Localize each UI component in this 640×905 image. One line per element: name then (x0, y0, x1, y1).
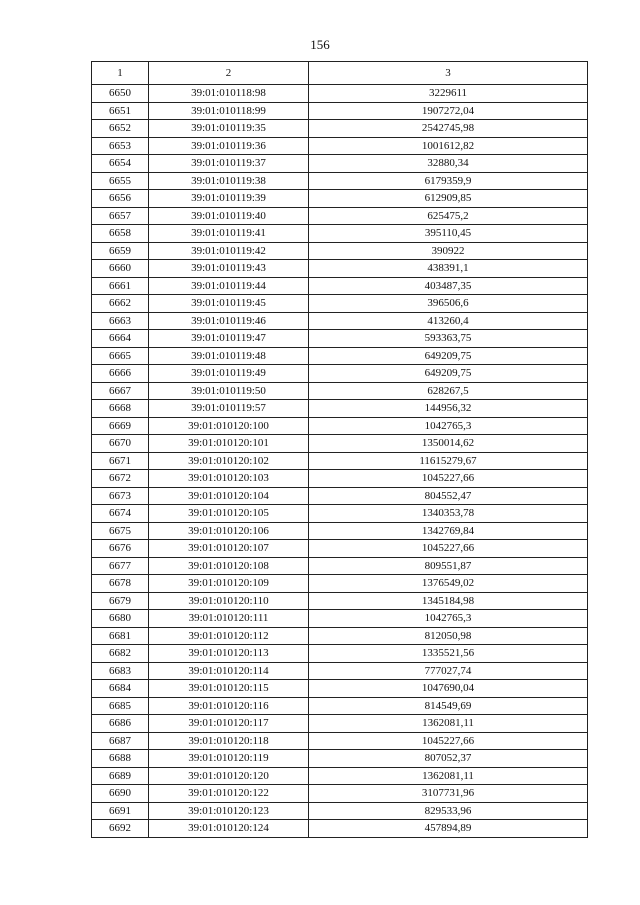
row-number-cell: 6679 (92, 592, 149, 610)
value-cell: 1335521,56 (309, 645, 588, 663)
table-row (92, 417, 588, 435)
table-row (92, 802, 588, 820)
table-row (92, 592, 588, 610)
table-row (92, 452, 588, 470)
cadastral-number-cell: 39:01:010118:98 (149, 85, 309, 103)
cadastral-number-cell: 39:01:010120:118 (149, 732, 309, 750)
cadastral-number-cell: 39:01:010120:102 (149, 452, 309, 470)
value-cell: 649209,75 (309, 365, 588, 383)
table-body (92, 85, 588, 838)
table-row (92, 330, 588, 348)
cadastral-number-cell: 39:01:010119:36 (149, 137, 309, 155)
value-cell: 2542745,98 (309, 120, 588, 138)
row-number-cell: 6663 (92, 312, 149, 330)
cadastral-number-cell: 39:01:010120:109 (149, 575, 309, 593)
row-number-cell: 6684 (92, 680, 149, 698)
row-number-cell: 6678 (92, 575, 149, 593)
cadastral-number-cell: 39:01:010120:107 (149, 540, 309, 558)
row-number-cell: 6686 (92, 715, 149, 733)
row-number-cell: 6692 (92, 820, 149, 838)
value-cell: 829533,96 (309, 802, 588, 820)
column-header-2: 2 (149, 62, 309, 85)
cadastral-number-cell: 39:01:010120:119 (149, 750, 309, 768)
cadastral-number-cell: 39:01:010119:44 (149, 277, 309, 295)
value-cell: 612909,85 (309, 190, 588, 208)
row-number-cell: 6674 (92, 505, 149, 523)
table-row (92, 400, 588, 418)
value-cell: 413260,4 (309, 312, 588, 330)
row-number-cell: 6673 (92, 487, 149, 505)
row-number-cell: 6666 (92, 365, 149, 383)
value-cell: 395110,45 (309, 225, 588, 243)
value-cell: 403487,35 (309, 277, 588, 295)
row-number-cell: 6669 (92, 417, 149, 435)
row-number-cell: 6661 (92, 277, 149, 295)
value-cell: 6179359,9 (309, 172, 588, 190)
row-number-cell: 6690 (92, 785, 149, 803)
table-row (92, 85, 588, 103)
table-row (92, 645, 588, 663)
cadastral-number-cell: 39:01:010120:100 (149, 417, 309, 435)
table-row (92, 575, 588, 593)
table-row (92, 505, 588, 523)
value-cell: 628267,5 (309, 382, 588, 400)
cadastral-number-cell: 39:01:010119:50 (149, 382, 309, 400)
row-number-cell: 6651 (92, 102, 149, 120)
cadastral-number-cell: 39:01:010119:37 (149, 155, 309, 173)
cadastral-number-cell: 39:01:010120:110 (149, 592, 309, 610)
value-cell: 32880,34 (309, 155, 588, 173)
table-row (92, 277, 588, 295)
row-number-cell: 6659 (92, 242, 149, 260)
table-row (92, 557, 588, 575)
table-row (92, 190, 588, 208)
table-row (92, 137, 588, 155)
row-number-cell: 6665 (92, 347, 149, 365)
value-cell: 1045227,66 (309, 732, 588, 750)
row-number-cell: 6654 (92, 155, 149, 173)
value-cell: 11615279,67 (309, 452, 588, 470)
cadastral-number-cell: 39:01:010119:42 (149, 242, 309, 260)
cadastral-number-cell: 39:01:010120:111 (149, 610, 309, 628)
cadastral-number-cell: 39:01:010120:122 (149, 785, 309, 803)
row-number-cell: 6667 (92, 382, 149, 400)
table-header (92, 62, 588, 85)
row-number-cell: 6688 (92, 750, 149, 768)
table-row (92, 715, 588, 733)
value-cell: 457894,89 (309, 820, 588, 838)
table-row (92, 225, 588, 243)
cadastral-number-cell: 39:01:010120:120 (149, 767, 309, 785)
table-row (92, 172, 588, 190)
table-row (92, 732, 588, 750)
table-row (92, 627, 588, 645)
value-cell: 144956,32 (309, 400, 588, 418)
cadastral-number-cell: 39:01:010119:46 (149, 312, 309, 330)
value-cell: 649209,75 (309, 347, 588, 365)
row-number-cell: 6650 (92, 85, 149, 103)
row-number-cell: 6656 (92, 190, 149, 208)
row-number-cell: 6676 (92, 540, 149, 558)
cadastral-number-cell: 39:01:010120:106 (149, 522, 309, 540)
table-row (92, 155, 588, 173)
cadastral-number-cell: 39:01:010119:35 (149, 120, 309, 138)
cadastral-number-cell: 39:01:010119:41 (149, 225, 309, 243)
value-cell: 1907272,04 (309, 102, 588, 120)
row-number-cell: 6655 (92, 172, 149, 190)
value-cell: 3107731,96 (309, 785, 588, 803)
value-cell: 1042765,3 (309, 417, 588, 435)
table-row (92, 522, 588, 540)
row-number-cell: 6660 (92, 260, 149, 278)
row-number-cell: 6658 (92, 225, 149, 243)
value-cell: 1362081,11 (309, 767, 588, 785)
row-number-cell: 6668 (92, 400, 149, 418)
cadastral-number-cell: 39:01:010120:124 (149, 820, 309, 838)
cadastral-number-cell: 39:01:010120:108 (149, 557, 309, 575)
row-number-cell: 6675 (92, 522, 149, 540)
table-row (92, 260, 588, 278)
table-row (92, 785, 588, 803)
cadastral-number-cell: 39:01:010119:49 (149, 365, 309, 383)
table-row (92, 365, 588, 383)
row-number-cell: 6653 (92, 137, 149, 155)
value-cell: 438391,1 (309, 260, 588, 278)
value-cell: 390922 (309, 242, 588, 260)
table-row (92, 750, 588, 768)
cadastral-number-cell: 39:01:010120:101 (149, 435, 309, 453)
cadastral-number-cell: 39:01:010120:116 (149, 697, 309, 715)
row-number-cell: 6691 (92, 802, 149, 820)
cadastral-number-cell: 39:01:010120:113 (149, 645, 309, 663)
row-number-cell: 6687 (92, 732, 149, 750)
value-cell: 1350014,62 (309, 435, 588, 453)
value-cell: 804552,47 (309, 487, 588, 505)
value-cell: 3229611 (309, 85, 588, 103)
table-row (92, 435, 588, 453)
row-number-cell: 6662 (92, 295, 149, 313)
column-header-1: 1 (92, 62, 149, 85)
value-cell: 593363,75 (309, 330, 588, 348)
cadastral-number-cell: 39:01:010120:123 (149, 802, 309, 820)
value-cell: 1045227,66 (309, 470, 588, 488)
column-header-3: 3 (309, 62, 588, 85)
cadastral-number-cell: 39:01:010120:103 (149, 470, 309, 488)
header-row (92, 62, 588, 85)
cadastral-number-cell: 39:01:010120:115 (149, 680, 309, 698)
table-row (92, 347, 588, 365)
row-number-cell: 6685 (92, 697, 149, 715)
value-cell: 1001612,82 (309, 137, 588, 155)
cadastral-number-cell: 39:01:010119:48 (149, 347, 309, 365)
row-number-cell: 6652 (92, 120, 149, 138)
value-cell: 1045227,66 (309, 540, 588, 558)
value-cell: 807052,37 (309, 750, 588, 768)
cadastral-number-cell: 39:01:010119:45 (149, 295, 309, 313)
table-row (92, 207, 588, 225)
value-cell: 1345184,98 (309, 592, 588, 610)
page-number: 156 (310, 37, 330, 52)
table-row (92, 120, 588, 138)
value-cell: 1342769,84 (309, 522, 588, 540)
value-cell: 814549,69 (309, 697, 588, 715)
table-row (92, 102, 588, 120)
cadastral-number-cell: 39:01:010120:105 (149, 505, 309, 523)
cadastral-number-cell: 39:01:010119:47 (149, 330, 309, 348)
row-number-cell: 6681 (92, 627, 149, 645)
row-number-cell: 6683 (92, 662, 149, 680)
table-row (92, 820, 588, 838)
row-number-cell: 6682 (92, 645, 149, 663)
table-row (92, 242, 588, 260)
row-number-cell: 6670 (92, 435, 149, 453)
table-row (92, 487, 588, 505)
table-row (92, 610, 588, 628)
value-cell: 809551,87 (309, 557, 588, 575)
value-cell: 1376549,02 (309, 575, 588, 593)
cadastral-number-cell: 39:01:010119:57 (149, 400, 309, 418)
value-cell: 812050,98 (309, 627, 588, 645)
value-cell: 396506,6 (309, 295, 588, 313)
value-cell: 777027,74 (309, 662, 588, 680)
row-number-cell: 6664 (92, 330, 149, 348)
cadastral-number-cell: 39:01:010120:112 (149, 627, 309, 645)
cadastral-number-cell: 39:01:010120:104 (149, 487, 309, 505)
table-row (92, 312, 588, 330)
table-row (92, 662, 588, 680)
cadastral-number-cell: 39:01:010118:99 (149, 102, 309, 120)
table-row (92, 767, 588, 785)
row-number-cell: 6680 (92, 610, 149, 628)
row-number-cell: 6671 (92, 452, 149, 470)
cadastral-value-table (91, 61, 588, 838)
cadastral-number-cell: 39:01:010120:117 (149, 715, 309, 733)
table-row (92, 680, 588, 698)
table-row (92, 470, 588, 488)
cadastral-number-cell: 39:01:010119:39 (149, 190, 309, 208)
cadastral-number-cell: 39:01:010119:40 (149, 207, 309, 225)
value-cell: 1362081,11 (309, 715, 588, 733)
row-number-cell: 6677 (92, 557, 149, 575)
value-cell: 1047690,04 (309, 680, 588, 698)
value-cell: 625475,2 (309, 207, 588, 225)
cadastral-number-cell: 39:01:010119:43 (149, 260, 309, 278)
value-cell: 1340353,78 (309, 505, 588, 523)
table-row (92, 540, 588, 558)
table-row (92, 382, 588, 400)
table-row (92, 295, 588, 313)
cadastral-number-cell: 39:01:010119:38 (149, 172, 309, 190)
row-number-cell: 6657 (92, 207, 149, 225)
row-number-cell: 6689 (92, 767, 149, 785)
value-cell: 1042765,3 (309, 610, 588, 628)
row-number-cell: 6672 (92, 470, 149, 488)
table-row (92, 697, 588, 715)
cadastral-number-cell: 39:01:010120:114 (149, 662, 309, 680)
